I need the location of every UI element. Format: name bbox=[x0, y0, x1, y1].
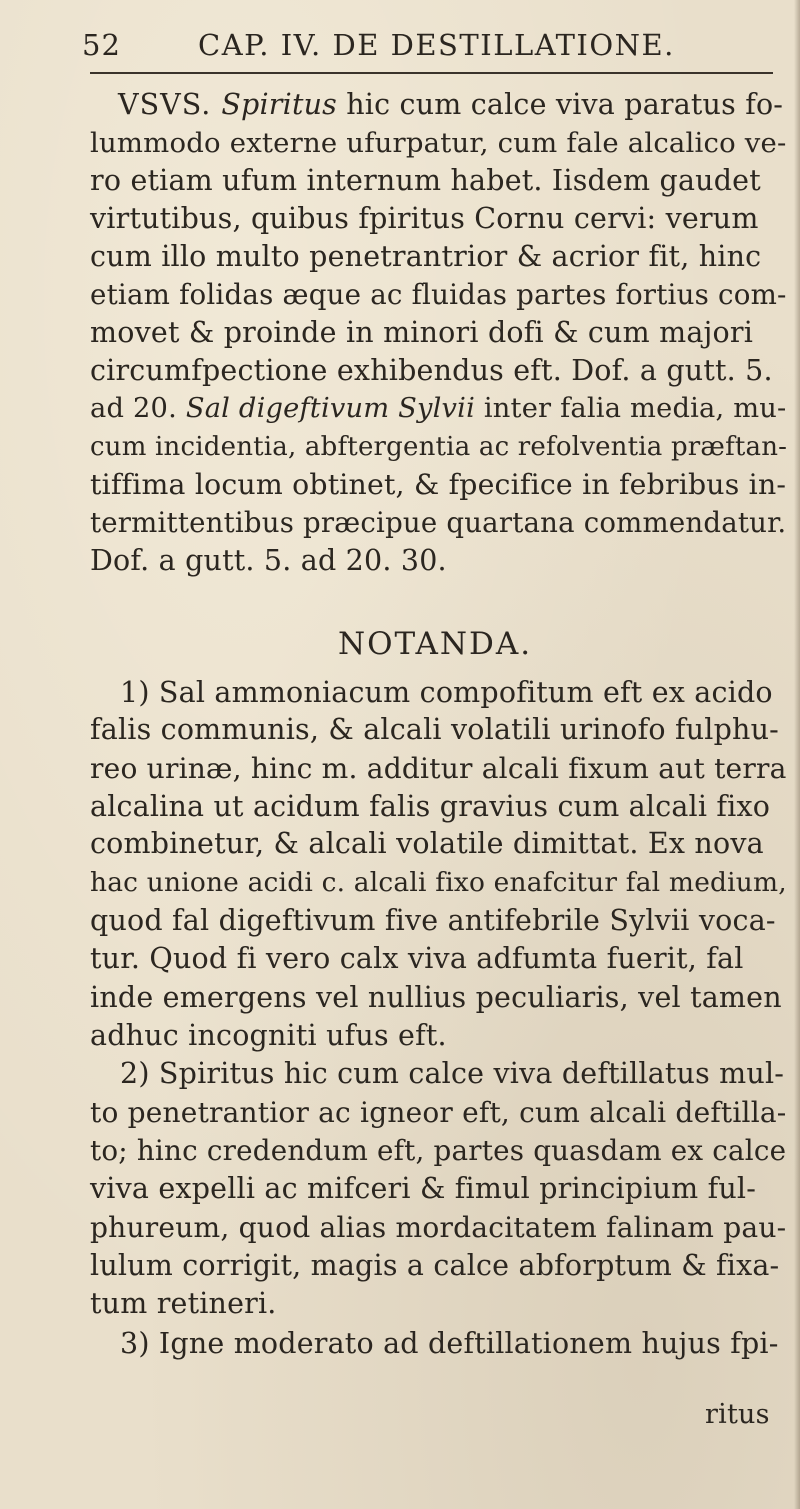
text-run: hic cum calce viva paratus fo- bbox=[336, 88, 784, 121]
note-line: lulum corrigit, magis a calce abforptum & fixa- bbox=[90, 1249, 780, 1282]
note-line: falis communis, & alcali volatili urinofo fulphu- bbox=[90, 713, 779, 746]
note-line: 1) Sal ammoniacum compofitum eft ex acido bbox=[120, 676, 773, 709]
text-line bbox=[90, 126, 787, 160]
text-run: tiffima locum obtinet, & fpecifice in febribus in- bbox=[90, 468, 787, 501]
note-line: tur. Quod fi vero calx viva adfumta fuerit, fal bbox=[90, 942, 744, 975]
running-title: CAP. IV. DE DESTILLATIONE. bbox=[198, 28, 675, 62]
note-line: combinetur, & alcali volatile dimittat. Ex nova bbox=[90, 827, 764, 860]
text-line bbox=[90, 392, 786, 426]
text-line bbox=[90, 202, 759, 236]
text-line bbox=[118, 88, 783, 122]
note-line: adhuc incogniti ufus eft. bbox=[90, 1019, 447, 1052]
text-run: inter falia media, mu- bbox=[475, 393, 787, 424]
header-rule bbox=[90, 72, 773, 74]
note-line: viva expelli ac mifceri & fimul principium ful- bbox=[90, 1172, 757, 1205]
text-line bbox=[90, 316, 753, 350]
text-line bbox=[90, 354, 773, 388]
text-line bbox=[90, 430, 787, 464]
text-run: circumfpectione exhibendus eft. Dof. a gutt. 5. bbox=[90, 354, 773, 387]
catchword: ritus bbox=[705, 1399, 770, 1430]
text-run: VSVS. bbox=[118, 88, 222, 121]
text-run: cum illo multo penetrantrior & acrior fit, hinc bbox=[90, 240, 762, 273]
running-header bbox=[82, 26, 722, 66]
italic-term: Sal digeftivum Sylvii bbox=[185, 393, 475, 424]
text-run: termittentibus præcipue quartana commendatur. bbox=[90, 506, 787, 539]
note-line: phureum, quod alias mordacitatem falinam pau- bbox=[90, 1211, 787, 1244]
note-line: inde emergens vel nullius peculiaris, vel tamen bbox=[90, 981, 782, 1014]
text-run: lummodo externe ufurpatur, cum fale alcalico ve- bbox=[90, 127, 787, 159]
section-heading: NOTANDA. bbox=[338, 626, 533, 662]
page-number: 52 bbox=[82, 28, 121, 62]
text-run: Dof. a gutt. 5. ad 20. 30. bbox=[90, 544, 447, 577]
text-run: cum incidentia, abftergentia ac refolventia præftan- bbox=[90, 432, 788, 462]
note-line: 3) Igne moderato ad deftillationem hujus fpi- bbox=[120, 1327, 779, 1360]
note-line: alcalina ut acidum falis gravius cum alcali fixo bbox=[90, 790, 771, 823]
text-run: etiam folidas æque ac fluidas partes fortius com- bbox=[90, 278, 787, 311]
note-line: quod fal digeftivum five antifebrile Sylvii voca- bbox=[90, 904, 776, 937]
note-line: 2) Spiritus hic cum calce viva deftillatus mul- bbox=[120, 1057, 785, 1090]
note-line: hac unione acidi c. alcali fixo enafcitur fal medium, bbox=[90, 867, 787, 898]
text-line bbox=[90, 544, 447, 578]
text-run: ro etiam ufum internum habet. Iisdem gaudet bbox=[90, 164, 761, 197]
text-run: movet & proinde in minori dofi & cum majori bbox=[90, 316, 754, 349]
text-run: ad 20. bbox=[90, 393, 186, 424]
text-run: virtutibus, quibus fpiritus Cornu cervi: verum bbox=[90, 202, 759, 235]
note-line: to penetrantior ac igneor eft, cum alcali deftilla- bbox=[90, 1096, 787, 1129]
page-edge-shadow bbox=[794, 0, 800, 1509]
text-line bbox=[90, 506, 786, 540]
note-line: reo urinæ, hinc m. additur alcali fixum aut terra bbox=[90, 752, 787, 785]
text-line bbox=[90, 164, 761, 198]
text-line bbox=[90, 240, 761, 274]
text-line bbox=[90, 278, 787, 312]
text-line bbox=[90, 468, 786, 502]
italic-term: Spiritus bbox=[221, 88, 337, 121]
note-line: to; hinc credendum eft, partes quasdam ex calce bbox=[90, 1134, 787, 1167]
note-line: tum retineri. bbox=[90, 1287, 277, 1320]
